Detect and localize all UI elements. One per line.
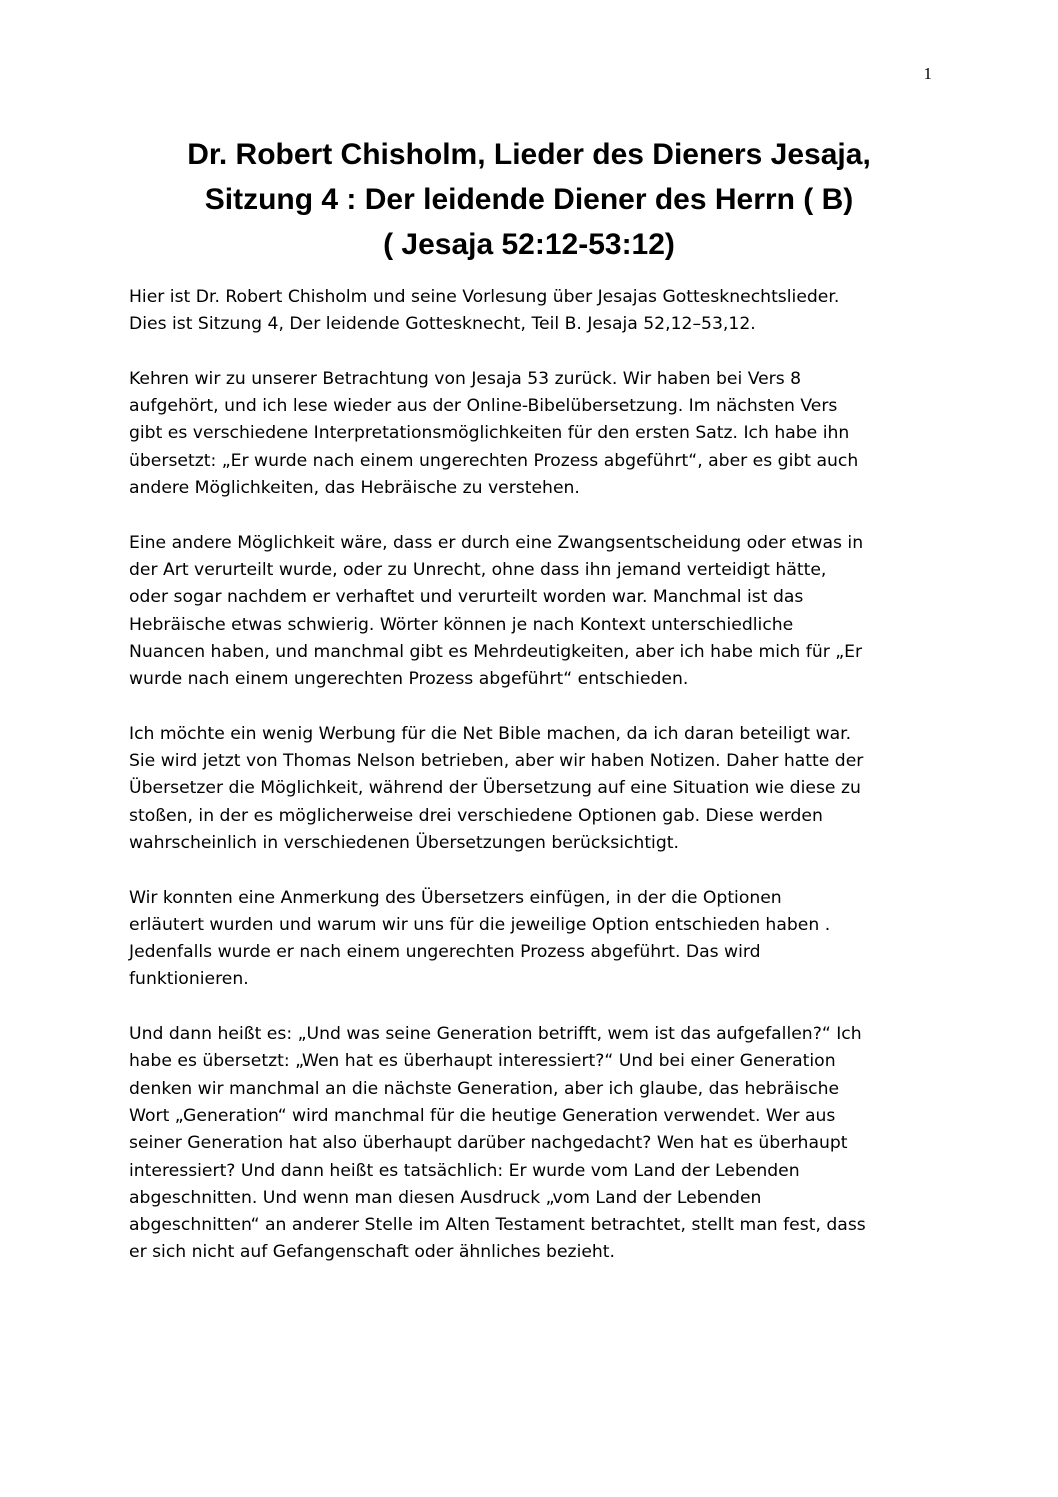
paragraph-generation <box>129 1021 949 1267</box>
text-line: interessiert? Und dann heißt es tatsächlich: Er wurde vom Land der Lebenden <box>129 1160 800 1181</box>
text-line: andere Möglichkeiten, das Hebräische zu verstehen. <box>129 478 580 499</box>
text-line: funktionieren. <box>129 969 249 990</box>
text-line: Eine andere Möglichkeit wäre, dass er durch eine Zwangsentscheidung oder etwas in <box>129 532 864 553</box>
text-line: Kehren wir zu unserer Betrachtung von Jesaja 53 zurück. Wir haben bei Vers 8 <box>129 368 802 389</box>
paragraph-return-to-isaiah-53 <box>129 366 949 502</box>
title-line: Dr. Robert Chisholm, Lieder des Dieners Jesaja, <box>187 138 871 171</box>
text-line: wurde nach einem ungerechten Prozess abgeführt“ entschieden. <box>129 669 689 690</box>
paragraph-net-bible <box>129 721 949 857</box>
text-line: Ich möchte ein wenig Werbung für die Net Bible machen, da ich daran beteiligt war. <box>129 723 852 744</box>
paragraph-other-possibility <box>129 530 949 694</box>
text-line: oder sogar nachdem er verhaftet und verurteilt worden war. Manchmal ist das <box>129 587 804 608</box>
text-line: erläutert wurden und warum wir uns für die jeweilige Option entschieden haben . <box>129 914 831 935</box>
text-line: gibt es verschiedene Interpretationsmöglichkeiten für den ersten Satz. Ich habe ihn <box>129 423 850 444</box>
text-line: abgeschnitten. Und wenn man diesen Ausdruck „vom Land der Lebenden <box>129 1187 762 1208</box>
page-number: 1 <box>923 64 932 83</box>
text-line: Übersetzer die Möglichkeit, während der Übersetzung auf eine Situation wie diese zu <box>129 778 861 799</box>
text-line: übersetzt: „Er wurde nach einem ungerechten Prozess abgeführt“, aber es gibt auch <box>129 450 859 471</box>
text-line: Sie wird jetzt von Thomas Nelson betrieben, aber wir haben Notizen. Daher hatte der <box>129 751 864 772</box>
text-line: wahrscheinlich in verschiedenen Übersetzungen berücksichtigt. <box>129 832 679 853</box>
paragraph-intro <box>129 284 949 339</box>
text-line: seiner Generation hat also überhaupt darüber nachgedacht? Wen hat es überhaupt <box>129 1133 848 1154</box>
text-line: abgeschnitten“ an anderer Stelle im Alten Testament betrachtet, stellt man fest, dass <box>129 1215 866 1236</box>
text-line: er sich nicht auf Gefangenschaft oder ähnliches bezieht. <box>129 1242 616 1263</box>
text-line: habe es übersetzt: „Wen hat es überhaupt interessiert?“ Und bei einer Generation <box>129 1051 836 1072</box>
document-body <box>129 284 949 1294</box>
text-line: Hebräische etwas schwierig. Wörter können je nach Kontext unterschiedliche <box>129 614 794 635</box>
text-line: Jedenfalls wurde er nach einem ungerechten Prozess abgeführt. Das wird <box>129 942 761 963</box>
title-line: Sitzung 4 : Der leidende Diener des Herrn ( B) <box>204 183 854 216</box>
text-line: Dies ist Sitzung 4, Der leidende Gottesknecht, Teil B. Jesaja 52,12–53,12. <box>129 314 756 335</box>
document-title <box>100 132 958 267</box>
text-line: aufgehört, und ich lese wieder aus der Online-Bibelübersetzung. Im nächsten Vers <box>129 396 838 417</box>
paragraph-translator-note <box>129 885 949 994</box>
title-line: ( Jesaja 52:12-53:12) <box>383 228 675 261</box>
text-line: Hier ist Dr. Robert Chisholm und seine Vorlesung über Jesajas Gottesknechtslieder. <box>129 287 840 307</box>
text-line: der Art verurteilt wurde, oder zu Unrecht, ohne dass ihn jemand verteidigt hätte, <box>129 559 827 580</box>
text-line: Wir konnten eine Anmerkung des Übersetzers einfügen, in der die Optionen <box>129 887 782 908</box>
text-line: denken wir manchmal an die nächste Generation, aber ich glaube, das hebräische <box>129 1078 840 1099</box>
text-line: Nuancen haben, und manchmal gibt es Mehrdeutigkeiten, aber ich habe mich für „Er <box>129 641 863 662</box>
text-line: stoßen, in der es möglicherweise drei verschiedene Optionen gab. Diese werden <box>129 805 823 826</box>
text-line: Wort „Generation“ wird manchmal für die heutige Generation verwendet. Wer aus <box>129 1105 836 1126</box>
text-line: Und dann heißt es: „Und was seine Generation betrifft, wem ist das aufgefallen?“ Ich <box>129 1024 862 1045</box>
